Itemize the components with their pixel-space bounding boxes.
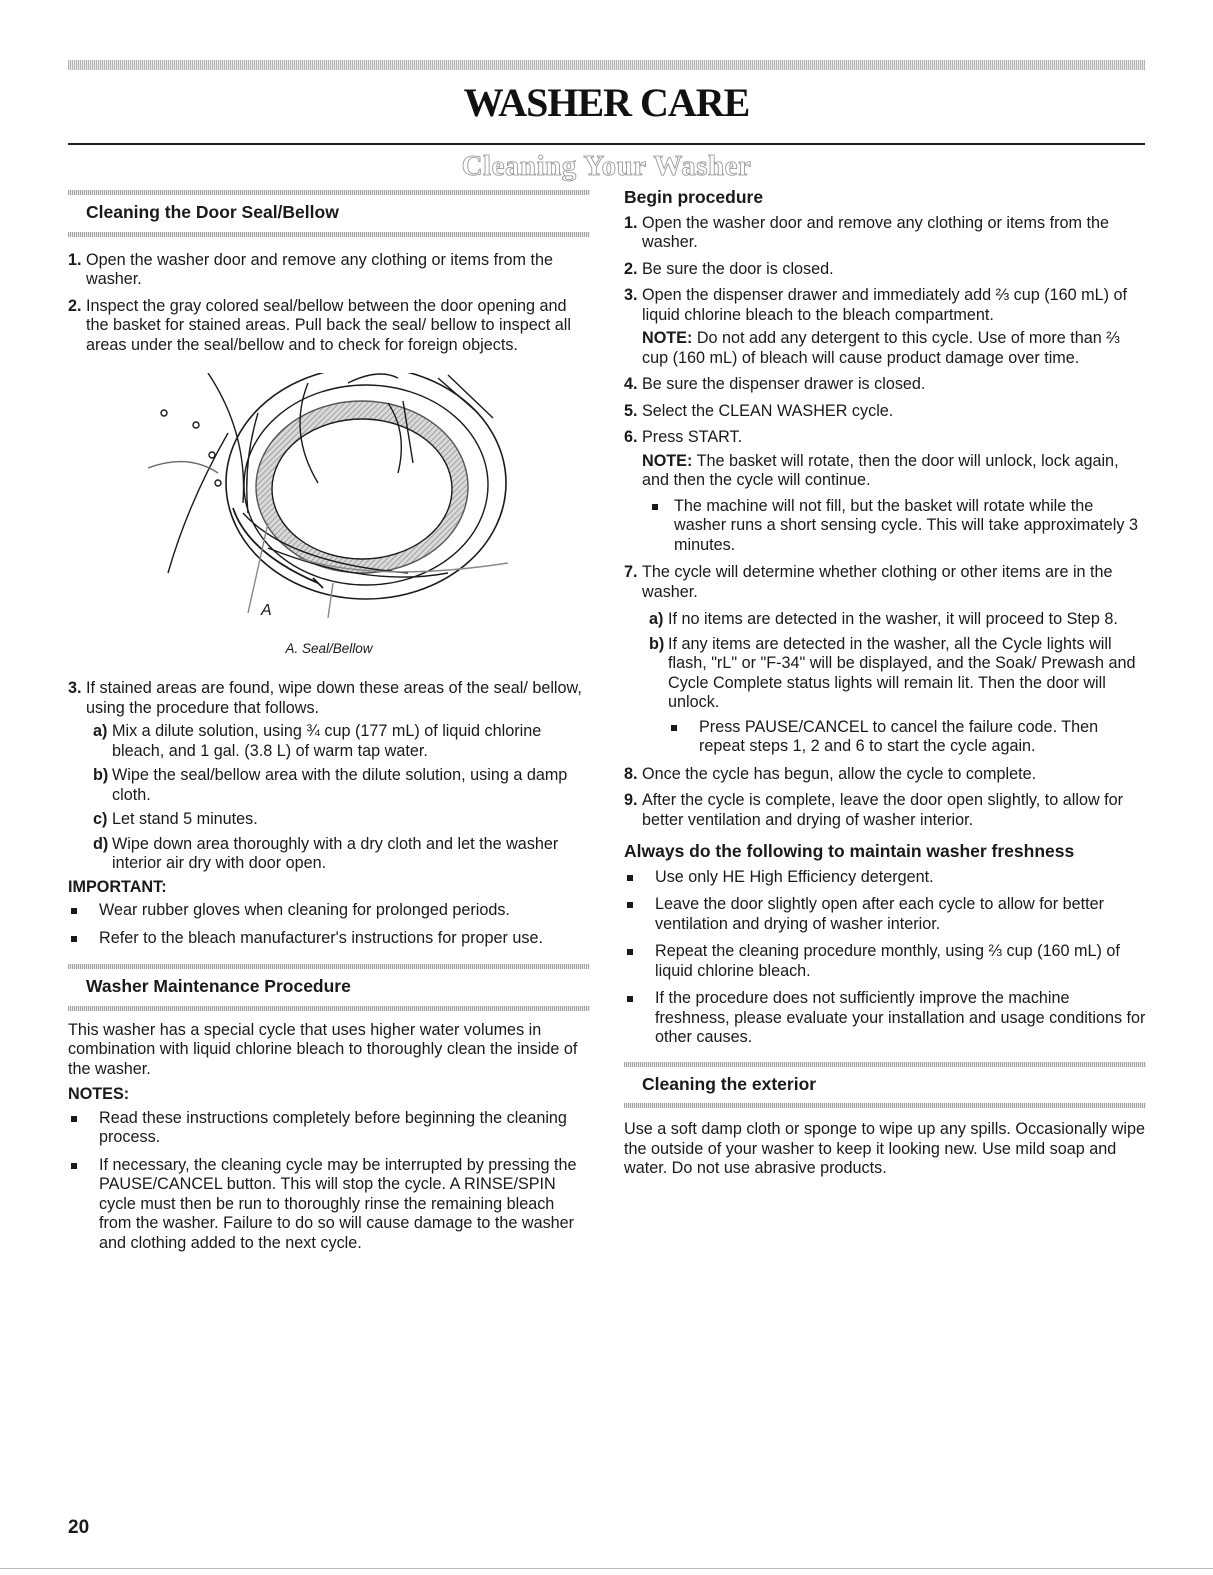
list-item: 9. After the cycle is complete, leave the door open slightly, to allow for better ventilation and drying of washer interior.	[624, 791, 1124, 829]
step-note: NOTE: The basket will rotate, then the door will unlock, lock again, and then the cycle will continue.	[642, 451, 1119, 489]
step-bullets	[668, 718, 1146, 757]
list-item: 2. Be sure the door is closed.	[624, 259, 834, 278]
list-item: 3. If stained areas are found, wipe down these areas of the seal/ bellow, using the procedure that follows. a) Mix a dilute solution, using ¾ cup (177 mL) of liquid chlorine bleach, and 1 gal. (3.8 L) of warm tap water. b) Wipe the seal/bellow area with the dilute solution, using a damp cloth. c) Let stand 5 minutes. d) Wipe down area thoroughly with a dry cloth and let the washer interior air dry with door open.	[68, 679, 590, 874]
list-item: Leave the door slightly open after each cycle to allow for better ventilation and drying of washer interior.	[624, 895, 1146, 934]
list-item: 1. Open the washer door and remove any clothing or items from the washer.	[68, 250, 553, 288]
list-item: If necessary, the cleaning cycle may be interrupted by pressing the PAUSE/CANCEL button. This will stop the cycle. A RINSE/SPIN cycle must then be run to thoroughly rinse the remaining bleach from the washer. Failure to do so will cause damage to the washer and clothing added to the next cycle.	[68, 1156, 590, 1254]
bottom-rule	[0, 1568, 1213, 1569]
list-item: a) Mix a dilute solution, using ¾ cup (177 mL) of liquid chlorine bleach, and 1 gal. (3.8 L) of warm tap water.	[93, 722, 542, 760]
list-item: 5. Select the CLEAN WASHER cycle.	[624, 401, 894, 420]
list-item: d) Wipe down area thoroughly with a dry cloth and let the washer interior air dry with door open.	[93, 834, 559, 872]
list-item: Read these instructions completely before beginning the cleaning process.	[68, 1109, 590, 1148]
list-item: The machine will not fill, but the basket will rotate while the washer runs a short sensing cycle. This will take approximately 3 minutes.	[642, 497, 1146, 556]
title-rule	[68, 143, 1145, 145]
maintenance-intro: This washer has a special cycle that uses higher water volumes in combination with liquid chlorine bleach to thoroughly clean the inside of the washer.	[68, 1020, 578, 1078]
list-item: b) Wipe the seal/bellow area with the dilute solution, using a damp cloth.	[93, 766, 568, 804]
begin-procedure-heading: Begin procedure	[624, 187, 764, 207]
figure-caption: A. Seal/Bellow	[285, 641, 373, 656]
list-item: If the procedure does not sufficiently improve the machine freshness, please evaluate your installation and usage conditions for other causes.	[624, 989, 1146, 1048]
door-seal-steps	[68, 251, 590, 356]
exterior-text: Use a soft damp cloth or sponge to wipe up any spills. Occasionally wipe the outside of your washer to keep it looking new. Use mild soap and water. Do not use abrasive products.	[624, 1120, 1145, 1177]
seal-bellow-figure	[68, 373, 590, 673]
door-seal-step-3	[68, 679, 590, 874]
notes-bullets	[68, 1109, 590, 1254]
important-bullets	[68, 901, 590, 948]
section-band	[68, 964, 590, 969]
begin-procedure-steps	[624, 214, 1146, 831]
section-band	[68, 232, 590, 237]
washer-door-seal-illustration	[148, 373, 508, 618]
figure-callout: A	[261, 602, 272, 619]
list-item: Refer to the bleach manufacturer's instructions for proper use.	[68, 929, 590, 949]
list-item: Wear rubber gloves when cleaning for prolonged periods.	[68, 901, 590, 921]
section-band	[68, 190, 590, 195]
door-seal-heading: Cleaning the Door Seal/Bellow	[86, 202, 339, 222]
section-band	[624, 1062, 1146, 1067]
list-item: 3. Open the dispenser drawer and immediately add ⅔ cup (160 mL) of liquid chlorine bleach to the bleach compartment. NOTE: Do not add any detergent to this cycle. Use of more than ⅔ cup (160 mL) of bleach will cause product damage over time.	[624, 286, 1146, 368]
list-item: 4. Be sure the dispenser drawer is closed.	[624, 375, 926, 393]
step-note: NOTE: Do not add any detergent to this cycle. Use of more than ⅔ cup (160 mL) of bleach will cause product damage over time.	[642, 329, 1120, 367]
page-number: 20	[68, 1517, 90, 1538]
step-bullets	[642, 497, 1146, 556]
list-item: Press PAUSE/CANCEL to cancel the failure code. Then repeat steps 1, 2 and 6 to start the cycle again.	[668, 718, 1146, 757]
list-item: 8. Once the cycle has begun, allow the cycle to complete.	[624, 764, 1037, 783]
section-band	[624, 1103, 1146, 1108]
step-7-substeps	[642, 610, 1146, 757]
page-title: WASHER CARE	[463, 80, 750, 125]
notes-label: NOTES:	[68, 1085, 130, 1103]
top-decorative-band	[68, 60, 1145, 70]
list-item: 7. The cycle will determine whether clothing or other items are in the washer. a) If no items are detected in the washer, it will proceed to Step 8. b) If any items are detected in the washer, all the Cycle lights will flash, "rL" or "F-34" will be displayed, and the Soak/ Prewash and Cycle Complete status lights will remain lit. Then the door will unlock. Press PAUSE/CANCEL to cancel the failure code. Then repeat steps 1, 2 and 6 to start the cycle again.	[624, 563, 1146, 757]
important-label: IMPORTANT:	[68, 877, 167, 896]
freshness-bullets	[624, 868, 1146, 1048]
exterior-heading: Cleaning the exterior	[642, 1073, 817, 1094]
section-band	[68, 1006, 590, 1011]
list-item: Repeat the cleaning procedure monthly, using ⅔ cup (160 mL) of liquid chlorine bleach.	[624, 942, 1146, 981]
list-item: Use only HE High Efficiency detergent.	[624, 868, 1146, 888]
left-column	[68, 190, 590, 1261]
door-seal-substeps	[86, 722, 590, 874]
list-item: 6. Press START. NOTE: The basket will rotate, then the door will unlock, lock again, and then the cycle will continue. The machine will not fill, but the basket will rotate while the washer runs a short sensing cycle. This will take approximately 3 minutes.	[624, 428, 1146, 555]
right-column	[624, 188, 1146, 1185]
list-item: c) Let stand 5 minutes.	[93, 810, 258, 828]
freshness-heading: Always do the following to maintain washer freshness	[624, 841, 1075, 861]
section-subtitle: Cleaning Your Washer	[461, 150, 752, 182]
list-item: 2. Inspect the gray colored seal/bellow between the door opening and the basket for stained areas. Pull back the seal/ bellow to inspect all areas under the seal/bellow and to check for foreign objects.	[68, 296, 572, 354]
list-item: a) If no items are detected in the washer, it will proceed to Step 8.	[649, 610, 1118, 628]
maintenance-heading: Washer Maintenance Procedure	[86, 976, 351, 996]
list-item: 1. Open the washer door and remove any clothing or items from the washer.	[624, 213, 1109, 251]
list-item: b) If any items are detected in the washer, all the Cycle lights will flash, "rL" or "F-34" will be displayed, and the Soak/ Prewash and Cycle Complete status lights will remain lit. Then the door will unlock. Press PAUSE/CANCEL to cancel the failure code. Then repeat steps 1, 2 and 6 to start the cycle again.	[642, 635, 1146, 757]
